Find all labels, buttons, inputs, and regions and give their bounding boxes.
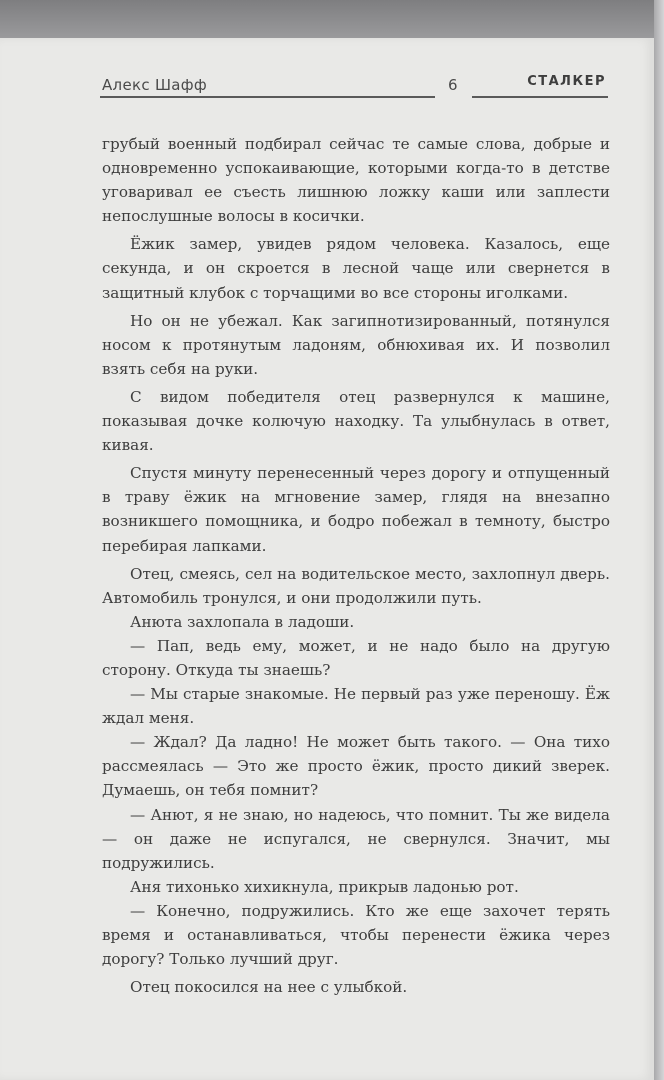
dialogue-line: — Пап, ведь ему, может, и не надо было на другую сторону. Откуда ты знаешь?	[102, 636, 610, 679]
book-page	[0, 38, 654, 1080]
header-rule-right	[472, 96, 608, 98]
header-rule-left	[100, 96, 435, 98]
page-number: 6	[448, 76, 458, 94]
running-header	[100, 74, 608, 104]
dialogue-line: — Мы старые знакомые. Не первый раз уже переношу. Ёж ждал меня.	[102, 685, 610, 728]
dialogue-line: — Конечно, подружились. Кто же еще захочет терять время и останавливаться, чтобы перенести ёжика через дорогу? Только лучший друг.	[102, 901, 610, 969]
header-author: Алекс Шафф	[102, 76, 208, 94]
paragraph: С видом победителя отец развернулся к машине, показывая дочке колючую находку. Та улыбнулась в ответ, кивая.	[102, 387, 610, 455]
book-right-edge	[654, 0, 664, 1080]
paragraph: Но он не убежал. Как загипнотизированный, потянулся носом к протянутым ладоням, обнюхивая их. И позволил взять себя на руки.	[102, 311, 610, 378]
paragraph: Отец покосился на нее с улыбкой.	[130, 978, 408, 997]
page-body-text	[102, 132, 610, 999]
paragraph: Аня тихонько хихикнула, прикрыв ладонью рот.	[130, 877, 519, 896]
dialogue-line: — Анют, я не знаю, но надеюсь, что помнит. Ты же видела — он даже не испугался, не свернулся. Значит, мы подружились.	[102, 805, 610, 872]
paragraph: Анюта захлопала в ладоши.	[130, 612, 355, 631]
book-top-edge	[0, 0, 664, 38]
paragraph: Отец, смеясь, сел на водительское место, захлопнул дверь. Автомобиль тронулся, и они продолжили путь.	[102, 564, 610, 607]
header-series-title: СТАЛКЕР	[527, 74, 606, 89]
paragraph: грубый военный подбирал сейчас те самые слова, добрые и одновременно успокаивающие, которыми когда-то в детстве уговаривал ее съесть лишнюю ложку каши или заплести непослушные волосы в косички.	[102, 135, 610, 226]
paragraph: Ёжик замер, увидев рядом человека. Казалось, еще секунда, и он скроется в лесной чаще или свернется в защитный клубок с торчащими во все стороны иголками.	[102, 235, 610, 302]
paragraph: Спустя минуту перенесенный через дорогу и отпущенный в траву ёжик на мгновение замер, глядя на внезапно возникшего помощника, и бодро побежал в темноту, быстро перебирая лапками.	[102, 464, 610, 555]
dialogue-line: — Ждал? Да ладно! Не может быть такого. — Она тихо рассмеялась — Это же просто ёжик, просто дикий зверек. Думаешь, он тебя помнит?	[102, 733, 610, 800]
